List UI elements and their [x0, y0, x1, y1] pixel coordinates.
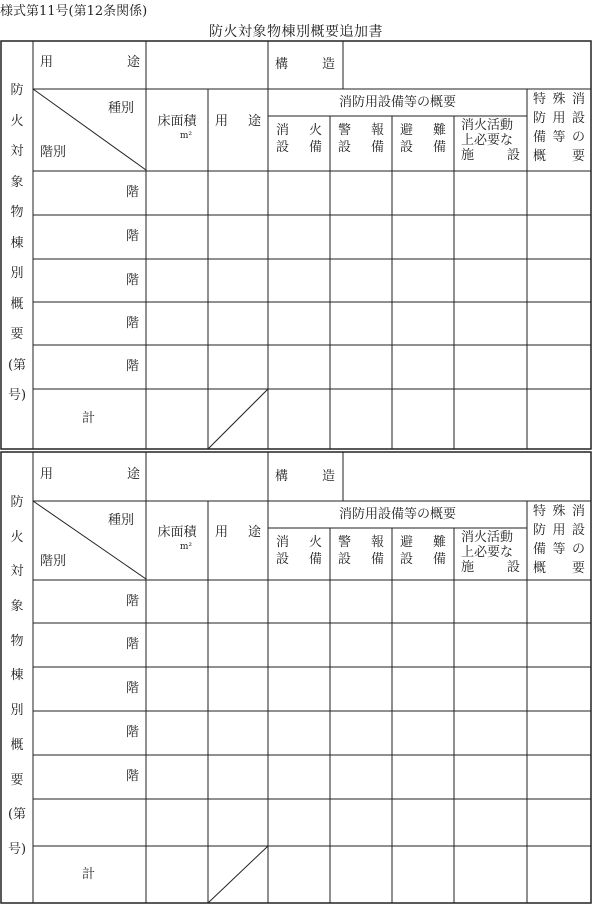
- special-line3-char: 備: [533, 130, 547, 145]
- total-label: 計: [82, 411, 96, 426]
- equipment-col-0-line1-char: 火: [308, 535, 322, 550]
- special-line1-char: 特: [533, 504, 547, 519]
- special-line3-char: 等: [552, 130, 566, 145]
- special-line3-char: 備: [533, 542, 547, 557]
- floor-row-label: 階: [125, 359, 139, 374]
- use-col-label-char: 途: [247, 114, 261, 129]
- side-vertical-label: [3, 83, 31, 403]
- side-label-char: 別: [10, 703, 24, 719]
- use-col-label-char: 用: [215, 525, 229, 540]
- side-label-char: 概: [10, 737, 24, 753]
- equipment-col-2-line1: [400, 535, 446, 550]
- special-line3-char: の: [571, 542, 585, 557]
- side-label-char: 火: [10, 113, 24, 129]
- special-line3: [533, 130, 585, 145]
- special-line4-char: 要: [571, 561, 585, 576]
- floor-row-label: 階: [125, 769, 139, 784]
- equipment-col-0-line2-char: 設: [276, 552, 290, 567]
- structure-label: [275, 469, 335, 484]
- special-line2-char: 用: [552, 523, 566, 538]
- side-label-char: 号): [7, 841, 27, 857]
- equipment-col-1-line2: [338, 140, 384, 155]
- equipment-col-0-line1-char: 火: [308, 123, 322, 138]
- side-label-char: 防: [10, 495, 24, 510]
- firefighting-line3-char: 施: [461, 148, 475, 163]
- use-col-label-char: 用: [215, 114, 229, 129]
- firefighting-line1: 消火活動: [461, 118, 514, 133]
- total-use-diagonal: [208, 389, 268, 449]
- special-line3-char: 等: [552, 542, 566, 557]
- side-label-char: 物: [10, 633, 24, 649]
- equipment-col-0-line1-char: 消: [276, 123, 290, 138]
- equipment-col-1-line2-char: 備: [370, 140, 384, 155]
- equipment-col-2-line1-char: 避: [400, 535, 414, 550]
- special-line4-char: 要: [571, 149, 585, 164]
- equipment-col-0-line2-char: 備: [308, 552, 322, 567]
- use-col-label: [215, 114, 261, 129]
- use-label-char: 途: [126, 55, 140, 70]
- special-line1-char: 消: [571, 92, 585, 107]
- type-label: 種別: [108, 101, 135, 116]
- equipment-col-1-line2-char: 備: [370, 552, 384, 567]
- equipment-col-0-line1: [276, 123, 322, 138]
- side-label-char: (第: [7, 357, 27, 373]
- side-label-char: 象: [10, 599, 24, 615]
- side-label-char: 対: [10, 144, 24, 159]
- firefighting-line3-char: 設: [506, 148, 520, 163]
- equipment-col-0-line1-char: 消: [276, 535, 290, 550]
- use-col-label-char: 途: [247, 525, 261, 540]
- special-line2-char: 防: [533, 523, 547, 538]
- equipment-col-2-line2-char: 備: [432, 140, 446, 155]
- structure-label: [275, 57, 335, 72]
- equipment-col-2-line1-char: 避: [400, 123, 414, 138]
- equipment-col-2-line2-char: 設: [400, 140, 414, 155]
- document-title: 防火対象物棟別概要追加書: [209, 24, 383, 40]
- firefighting-line3: [461, 148, 520, 163]
- special-line1-char: 特: [533, 92, 547, 107]
- special-line3-char: の: [571, 130, 585, 145]
- special-line4: [533, 561, 585, 576]
- equipment-col-1-line1-char: 警: [338, 123, 352, 138]
- special-line3: [533, 542, 585, 557]
- use-label-char: 用: [40, 467, 54, 482]
- equipment-col-2-line1-char: 難: [432, 123, 446, 138]
- equipment-col-2-line1: [400, 123, 446, 138]
- firefighting-line2: 上必要な: [461, 545, 514, 560]
- use-label: [40, 467, 140, 482]
- floor-row-label: 階: [125, 594, 139, 609]
- use-label-char: 途: [126, 467, 140, 482]
- special-line1: [533, 92, 585, 107]
- side-label-char: 棟: [10, 235, 24, 251]
- equipment-col-2-line2-char: 設: [400, 552, 414, 567]
- equipment-col-1-line2-char: 設: [338, 552, 352, 567]
- equipment-col-0-line2-char: 設: [276, 140, 290, 155]
- floor-area-unit: m²: [179, 542, 192, 552]
- side-label-char: 象: [10, 174, 24, 190]
- special-line1-char: 消: [571, 504, 585, 519]
- special-line2-char: 設: [571, 523, 585, 538]
- special-line1-char: 殊: [552, 504, 566, 519]
- floor-row-label: 階: [125, 637, 139, 652]
- special-line4-char: 概: [533, 149, 547, 164]
- use-col-label: [215, 525, 261, 540]
- equipment-col-0-line2: [276, 140, 322, 155]
- special-line4: [533, 149, 585, 164]
- side-label-char: 要: [10, 772, 24, 788]
- equipment-col-0-line2: [276, 552, 322, 567]
- side-label-char: 棟: [10, 668, 24, 684]
- side-label-char: 別: [10, 266, 24, 281]
- total-use-diagonal: [208, 846, 268, 903]
- use-label: [40, 55, 140, 70]
- firefighting-line2: 上必要な: [461, 133, 514, 148]
- equipment-col-1-line1-char: 報: [370, 123, 384, 138]
- equipment-col-1-line1-char: 警: [338, 535, 352, 550]
- equipment-header: 消防用設備等の概要: [338, 507, 456, 522]
- side-label-char: 概: [10, 296, 24, 312]
- side-vertical-label: [3, 495, 31, 857]
- structure-label-char: 構: [275, 469, 289, 484]
- special-line2-char: 防: [533, 111, 547, 126]
- side-label-char: 要: [10, 327, 24, 342]
- special-line4-char: 概: [533, 561, 547, 576]
- floor-area-unit: m²: [179, 131, 192, 141]
- equipment-col-1-line2: [338, 552, 384, 567]
- firefighting-line3: [461, 560, 520, 575]
- side-label-char: (第: [7, 807, 27, 823]
- floor-row-label: 階: [125, 725, 139, 740]
- equipment-col-2-line2: [400, 140, 446, 155]
- structure-label-char: 造: [321, 57, 335, 72]
- equipment-col-2-line2: [400, 552, 446, 567]
- equipment-col-1-line2-char: 設: [338, 140, 352, 155]
- floor-area-label: 床面積: [157, 525, 197, 540]
- equipment-header: 消防用設備等の概要: [338, 95, 456, 110]
- floor-row-label: 階: [125, 681, 139, 696]
- floor-row-label: 階: [125, 229, 139, 244]
- floor-row-label: 階: [125, 316, 139, 331]
- structure-label-char: 造: [321, 469, 335, 484]
- floor-row-label: 階: [125, 185, 139, 200]
- structure-label-char: 構: [275, 57, 289, 72]
- side-label-char: 防: [10, 83, 24, 98]
- firefighting-line3-char: 設: [506, 560, 520, 575]
- equipment-col-2-line2-char: 備: [432, 552, 446, 567]
- special-line2: [533, 111, 585, 126]
- floor-row-label: 階: [125, 273, 139, 288]
- floor-header-label: 階別: [40, 145, 67, 160]
- equipment-col-1-line1: [338, 123, 384, 138]
- special-line1-char: 殊: [552, 92, 566, 107]
- equipment-col-1-line1-char: 報: [370, 535, 384, 550]
- firefighting-line1: 消火活動: [461, 530, 514, 545]
- floor-area-label: 床面積: [157, 114, 197, 129]
- form-number: 様式第11号(第12条関係): [0, 4, 148, 19]
- firefighting-line3-char: 施: [461, 560, 475, 575]
- use-label-char: 用: [40, 55, 54, 70]
- side-label-char: 号): [7, 388, 27, 403]
- total-label: 計: [82, 867, 96, 882]
- floor-header-label: 階別: [40, 554, 67, 569]
- equipment-col-2-line1-char: 難: [432, 535, 446, 550]
- special-line2-char: 設: [571, 111, 585, 126]
- special-line2-char: 用: [552, 111, 566, 126]
- side-label-char: 対: [10, 564, 24, 580]
- side-label-char: 物: [10, 205, 24, 220]
- equipment-col-1-line1: [338, 535, 384, 550]
- special-line2: [533, 523, 585, 538]
- equipment-col-0-line2-char: 備: [308, 140, 322, 155]
- equipment-col-0-line1: [276, 535, 322, 550]
- special-line1: [533, 504, 585, 519]
- type-label: 種別: [108, 513, 135, 528]
- side-label-char: 火: [10, 529, 24, 545]
